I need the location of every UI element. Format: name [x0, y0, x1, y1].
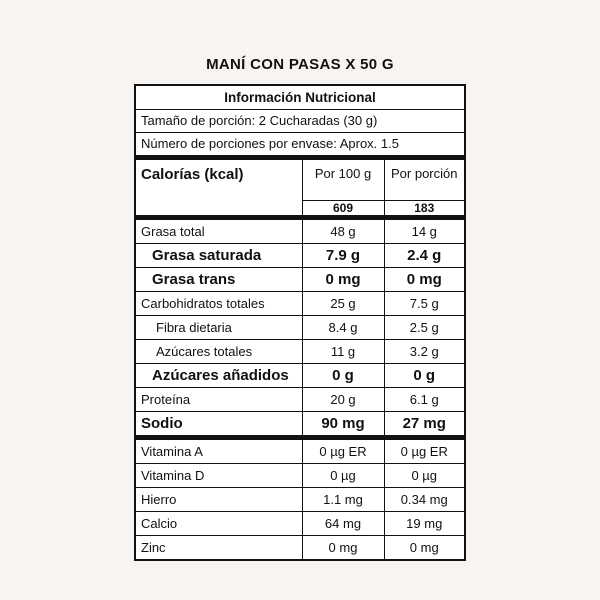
- nutrient-row-total-sugars: [136, 340, 464, 364]
- vitamin-row-d: [136, 464, 464, 488]
- vitamin-per-100g: 0 µg: [302, 464, 384, 488]
- nutrient-name: Fibra dietaria: [136, 316, 302, 340]
- mineral-name: Hierro: [136, 488, 302, 512]
- nutrient-per-serving: 27 mg: [384, 412, 464, 438]
- calories-per-serving: 183: [384, 201, 464, 218]
- nutrient-per-serving: 2.5 g: [384, 316, 464, 340]
- mineral-per-serving: 0 mg: [384, 536, 464, 560]
- nutrient-per-100g: 7.9 g: [302, 244, 384, 268]
- serving-size: Tamaño de porción: 2 Cucharadas (30 g): [136, 110, 464, 133]
- vitamin-per-serving: 0 µg ER: [384, 438, 464, 464]
- calories-per-100g: 609: [302, 201, 384, 218]
- mineral-per-100g: 1.1 mg: [302, 488, 384, 512]
- nutrient-row-fiber: [136, 316, 464, 340]
- mineral-per-serving: 0.34 mg: [384, 488, 464, 512]
- nutrient-name: Sodio: [136, 412, 302, 438]
- nutrient-row-protein: [136, 388, 464, 412]
- mineral-per-serving: 19 mg: [384, 512, 464, 536]
- mineral-name: Calcio: [136, 512, 302, 536]
- nutrient-table: [136, 160, 464, 559]
- nutrient-per-serving: 7.5 g: [384, 292, 464, 316]
- mineral-row-iron: [136, 488, 464, 512]
- vitamin-row-a: [136, 438, 464, 464]
- vitamin-per-100g: 0 µg ER: [302, 438, 384, 464]
- nutrient-per-100g: 90 mg: [302, 412, 384, 438]
- calories-row: [136, 160, 464, 201]
- nutrient-per-100g: 48 g: [302, 218, 384, 244]
- nutrient-per-100g: 0 g: [302, 364, 384, 388]
- nutrient-name: Proteína: [136, 388, 302, 412]
- nutrient-row-saturated-fat: [136, 244, 464, 268]
- mineral-per-100g: 64 mg: [302, 512, 384, 536]
- nutrient-per-serving: 0 mg: [384, 268, 464, 292]
- nutrient-row-added-sugars: [136, 364, 464, 388]
- nutrient-per-100g: 25 g: [302, 292, 384, 316]
- mineral-row-calcium: [136, 512, 464, 536]
- nutrition-label: [134, 84, 466, 561]
- nutrient-per-serving: 3.2 g: [384, 340, 464, 364]
- vitamin-per-serving: 0 µg: [384, 464, 464, 488]
- nutrient-name: Grasa saturada: [136, 244, 302, 268]
- servings-per-container: Número de porciones por envase: Aprox. 1.5: [136, 133, 464, 160]
- per-100g-header: Por 100 g: [302, 160, 384, 201]
- nutrient-name: Azúcares totales: [136, 340, 302, 364]
- nutrient-row-total-fat: [136, 218, 464, 244]
- vitamin-name: Vitamina A: [136, 438, 302, 464]
- nutrient-per-serving: 14 g: [384, 218, 464, 244]
- nutrient-name: Azúcares añadidos: [136, 364, 302, 388]
- nutrient-row-carbs: [136, 292, 464, 316]
- mineral-row-zinc: [136, 536, 464, 560]
- nutrient-per-serving: 6.1 g: [384, 388, 464, 412]
- nutrient-per-100g: 11 g: [302, 340, 384, 364]
- per-serving-header: Por porción: [384, 160, 464, 201]
- mineral-per-100g: 0 mg: [302, 536, 384, 560]
- nutrient-name: Grasa total: [136, 218, 302, 244]
- nutrient-per-serving: 2.4 g: [384, 244, 464, 268]
- mineral-name: Zinc: [141, 540, 166, 555]
- nutrient-per-serving: 0 g: [384, 364, 464, 388]
- product-title: MANÍ CON PASAS X 50 G: [206, 56, 394, 73]
- nutrient-name: Grasa trans: [136, 268, 302, 292]
- calories-label: Calorías (kcal): [136, 160, 302, 218]
- label-header: Información Nutricional: [136, 86, 464, 110]
- nutrient-per-100g: 0 mg: [302, 268, 384, 292]
- nutrient-per-100g: 20 g: [302, 388, 384, 412]
- vitamin-name: Vitamina D: [136, 464, 302, 488]
- nutrient-row-trans-fat: [136, 268, 464, 292]
- nutrient-row-sodium: [136, 412, 464, 438]
- nutrient-per-100g: 8.4 g: [302, 316, 384, 340]
- nutrient-name: Carbohidratos totales: [136, 292, 302, 316]
